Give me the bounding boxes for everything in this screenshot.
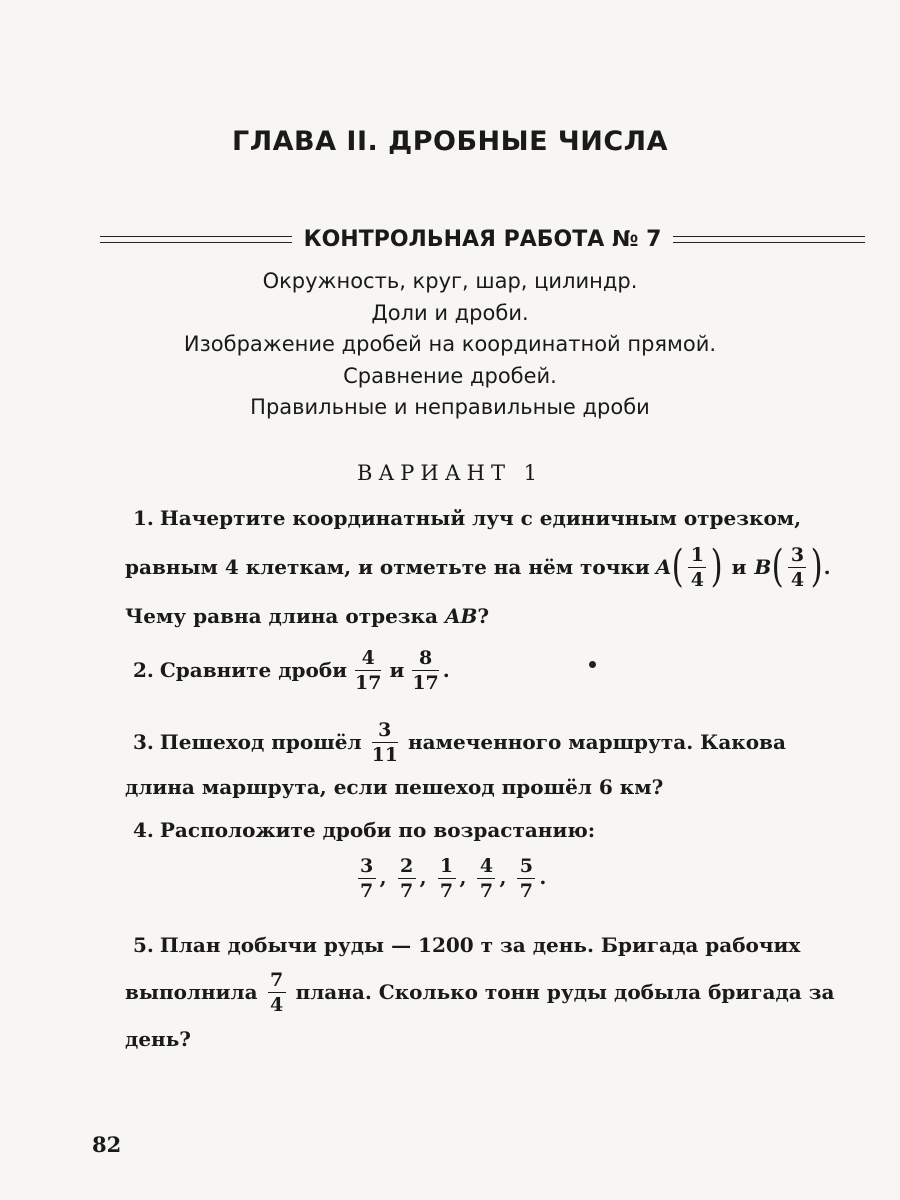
problem-5-line-2 <box>100 960 865 1024</box>
fraction <box>355 647 381 694</box>
denominator: 17 <box>355 671 382 694</box>
problem-1 <box>125 503 865 631</box>
ink-dot <box>589 661 596 668</box>
problem-text: Расположите дроби по возрастанию: <box>159 818 596 842</box>
point-a <box>655 541 724 592</box>
numerator: 7 <box>269 968 284 991</box>
left-paren-icon: ( <box>771 541 784 592</box>
comma: , <box>419 865 427 889</box>
problem-text: Пешеход прошёл <box>159 730 362 754</box>
fraction <box>412 647 438 694</box>
fraction-bar <box>412 670 438 671</box>
fraction <box>477 855 495 902</box>
denominator: 4 <box>269 993 284 1016</box>
topic-line: Окружность, круг, шар, цилиндр. <box>262 269 638 293</box>
test-heading <box>100 222 865 256</box>
problem-number: 4. <box>133 818 154 842</box>
fraction <box>788 544 806 591</box>
problem-3-line-1 <box>100 712 865 772</box>
numerator: 3 <box>360 855 374 877</box>
problem-4 <box>133 815 873 845</box>
fraction-bar <box>355 670 381 671</box>
problem-1-line-3 <box>0 601 865 631</box>
problem-text: Сравните дроби <box>159 658 348 682</box>
conjunction: и <box>731 555 747 579</box>
comma: , <box>459 865 467 889</box>
chapter-title: ГЛАВА II. ДРОБНЫЕ ЧИСЛА <box>232 126 668 157</box>
comma: , <box>499 865 507 889</box>
fraction-bar <box>477 878 495 879</box>
comma: , <box>379 865 387 889</box>
problem-3 <box>100 712 865 802</box>
problem-text: План добычи руды — 1200 т за день. Бригада рабочих <box>159 933 801 957</box>
topic-line: Правильные и неправильные дроби <box>250 395 650 419</box>
fraction <box>398 855 416 902</box>
fraction <box>358 855 376 902</box>
numerator: 1 <box>439 855 454 877</box>
fraction <box>517 855 535 902</box>
fraction-bar <box>788 567 806 568</box>
point-a-letter: A <box>655 555 672 579</box>
denominator: 17 <box>412 671 439 694</box>
fraction-bar <box>438 878 456 879</box>
topic-line: Изображение дробей на координатной прямой. <box>183 332 717 356</box>
problem-number: 1. <box>133 506 154 530</box>
problem-text: Чему равна длина отрезка <box>125 604 438 628</box>
problem-text: плана. Сколько тонн руды добыла бригада за <box>295 980 835 1004</box>
problem-1-line-1 <box>125 503 865 533</box>
fraction <box>372 719 398 766</box>
right-paren-icon: ) <box>710 541 723 592</box>
problem-5-line-1 <box>100 930 865 960</box>
numerator: 3 <box>378 718 392 741</box>
problem-number: 3. <box>133 730 154 754</box>
problem-text: Начертите координатный луч с единичным отрезком, <box>159 506 802 530</box>
problem-text: выполнила <box>125 980 258 1004</box>
problem-3-line-2: длина маршрута, если пешеход прошёл 6 км? <box>125 775 664 799</box>
period: . <box>442 658 450 682</box>
problem-text: намеченного маршрута. Какова <box>408 730 786 754</box>
problem-number: 5. <box>133 933 154 957</box>
fraction-bar <box>688 567 706 568</box>
fraction-bar <box>358 878 376 879</box>
period: . <box>539 865 547 889</box>
test-title: КОНТРОЛЬНАЯ РАБОТА № 7 <box>303 226 662 252</box>
point-b <box>754 541 824 592</box>
denominator: 11 <box>371 743 399 766</box>
problem-number: 2. <box>133 658 154 682</box>
point-b-letter: B <box>754 555 772 579</box>
left-double-rule <box>100 236 292 243</box>
fraction-bar <box>517 878 535 879</box>
question-mark: ? <box>477 604 490 628</box>
denominator: 7 <box>360 880 374 902</box>
fraction <box>268 969 286 1016</box>
denominator: 4 <box>790 568 805 591</box>
variant-label: ВАРИАНТ 1 <box>356 461 544 485</box>
denominator: 7 <box>479 880 494 902</box>
right-double-rule <box>673 236 865 243</box>
denominator: 4 <box>690 568 704 591</box>
segment-label: AB <box>444 604 478 628</box>
denominator: 7 <box>399 880 414 902</box>
fraction-bar <box>398 878 416 879</box>
numerator: 2 <box>399 855 414 877</box>
denominator: 7 <box>519 880 533 902</box>
fraction-bar <box>268 992 286 993</box>
fraction-bar <box>372 742 398 743</box>
numerator: 8 <box>418 646 433 669</box>
left-paren-icon: ( <box>671 541 684 592</box>
numerator: 1 <box>690 543 704 566</box>
problem-text: равным 4 клеткам, и отметьте на нём точки <box>125 555 650 579</box>
numerator: 5 <box>519 855 533 877</box>
numerator: 4 <box>361 646 375 669</box>
page-number: 82 <box>92 1132 122 1157</box>
numerator: 3 <box>790 543 805 566</box>
denominator: 7 <box>439 880 454 902</box>
right-paren-icon: ) <box>811 541 824 592</box>
conjunction: и <box>389 658 405 682</box>
fraction <box>438 855 456 902</box>
problem-1-line-2 <box>0 535 865 599</box>
problem-5-line-3: день? <box>125 1027 191 1051</box>
topics-list <box>0 266 900 424</box>
topic-line: Сравнение дробей. <box>343 363 557 388</box>
period: . <box>823 555 831 579</box>
problem-5 <box>100 930 865 1054</box>
fraction <box>688 544 706 591</box>
topic-line: Доли и дроби. <box>371 300 529 325</box>
numerator: 4 <box>479 855 494 877</box>
fraction-list <box>0 855 900 902</box>
problem-2 <box>133 640 873 700</box>
